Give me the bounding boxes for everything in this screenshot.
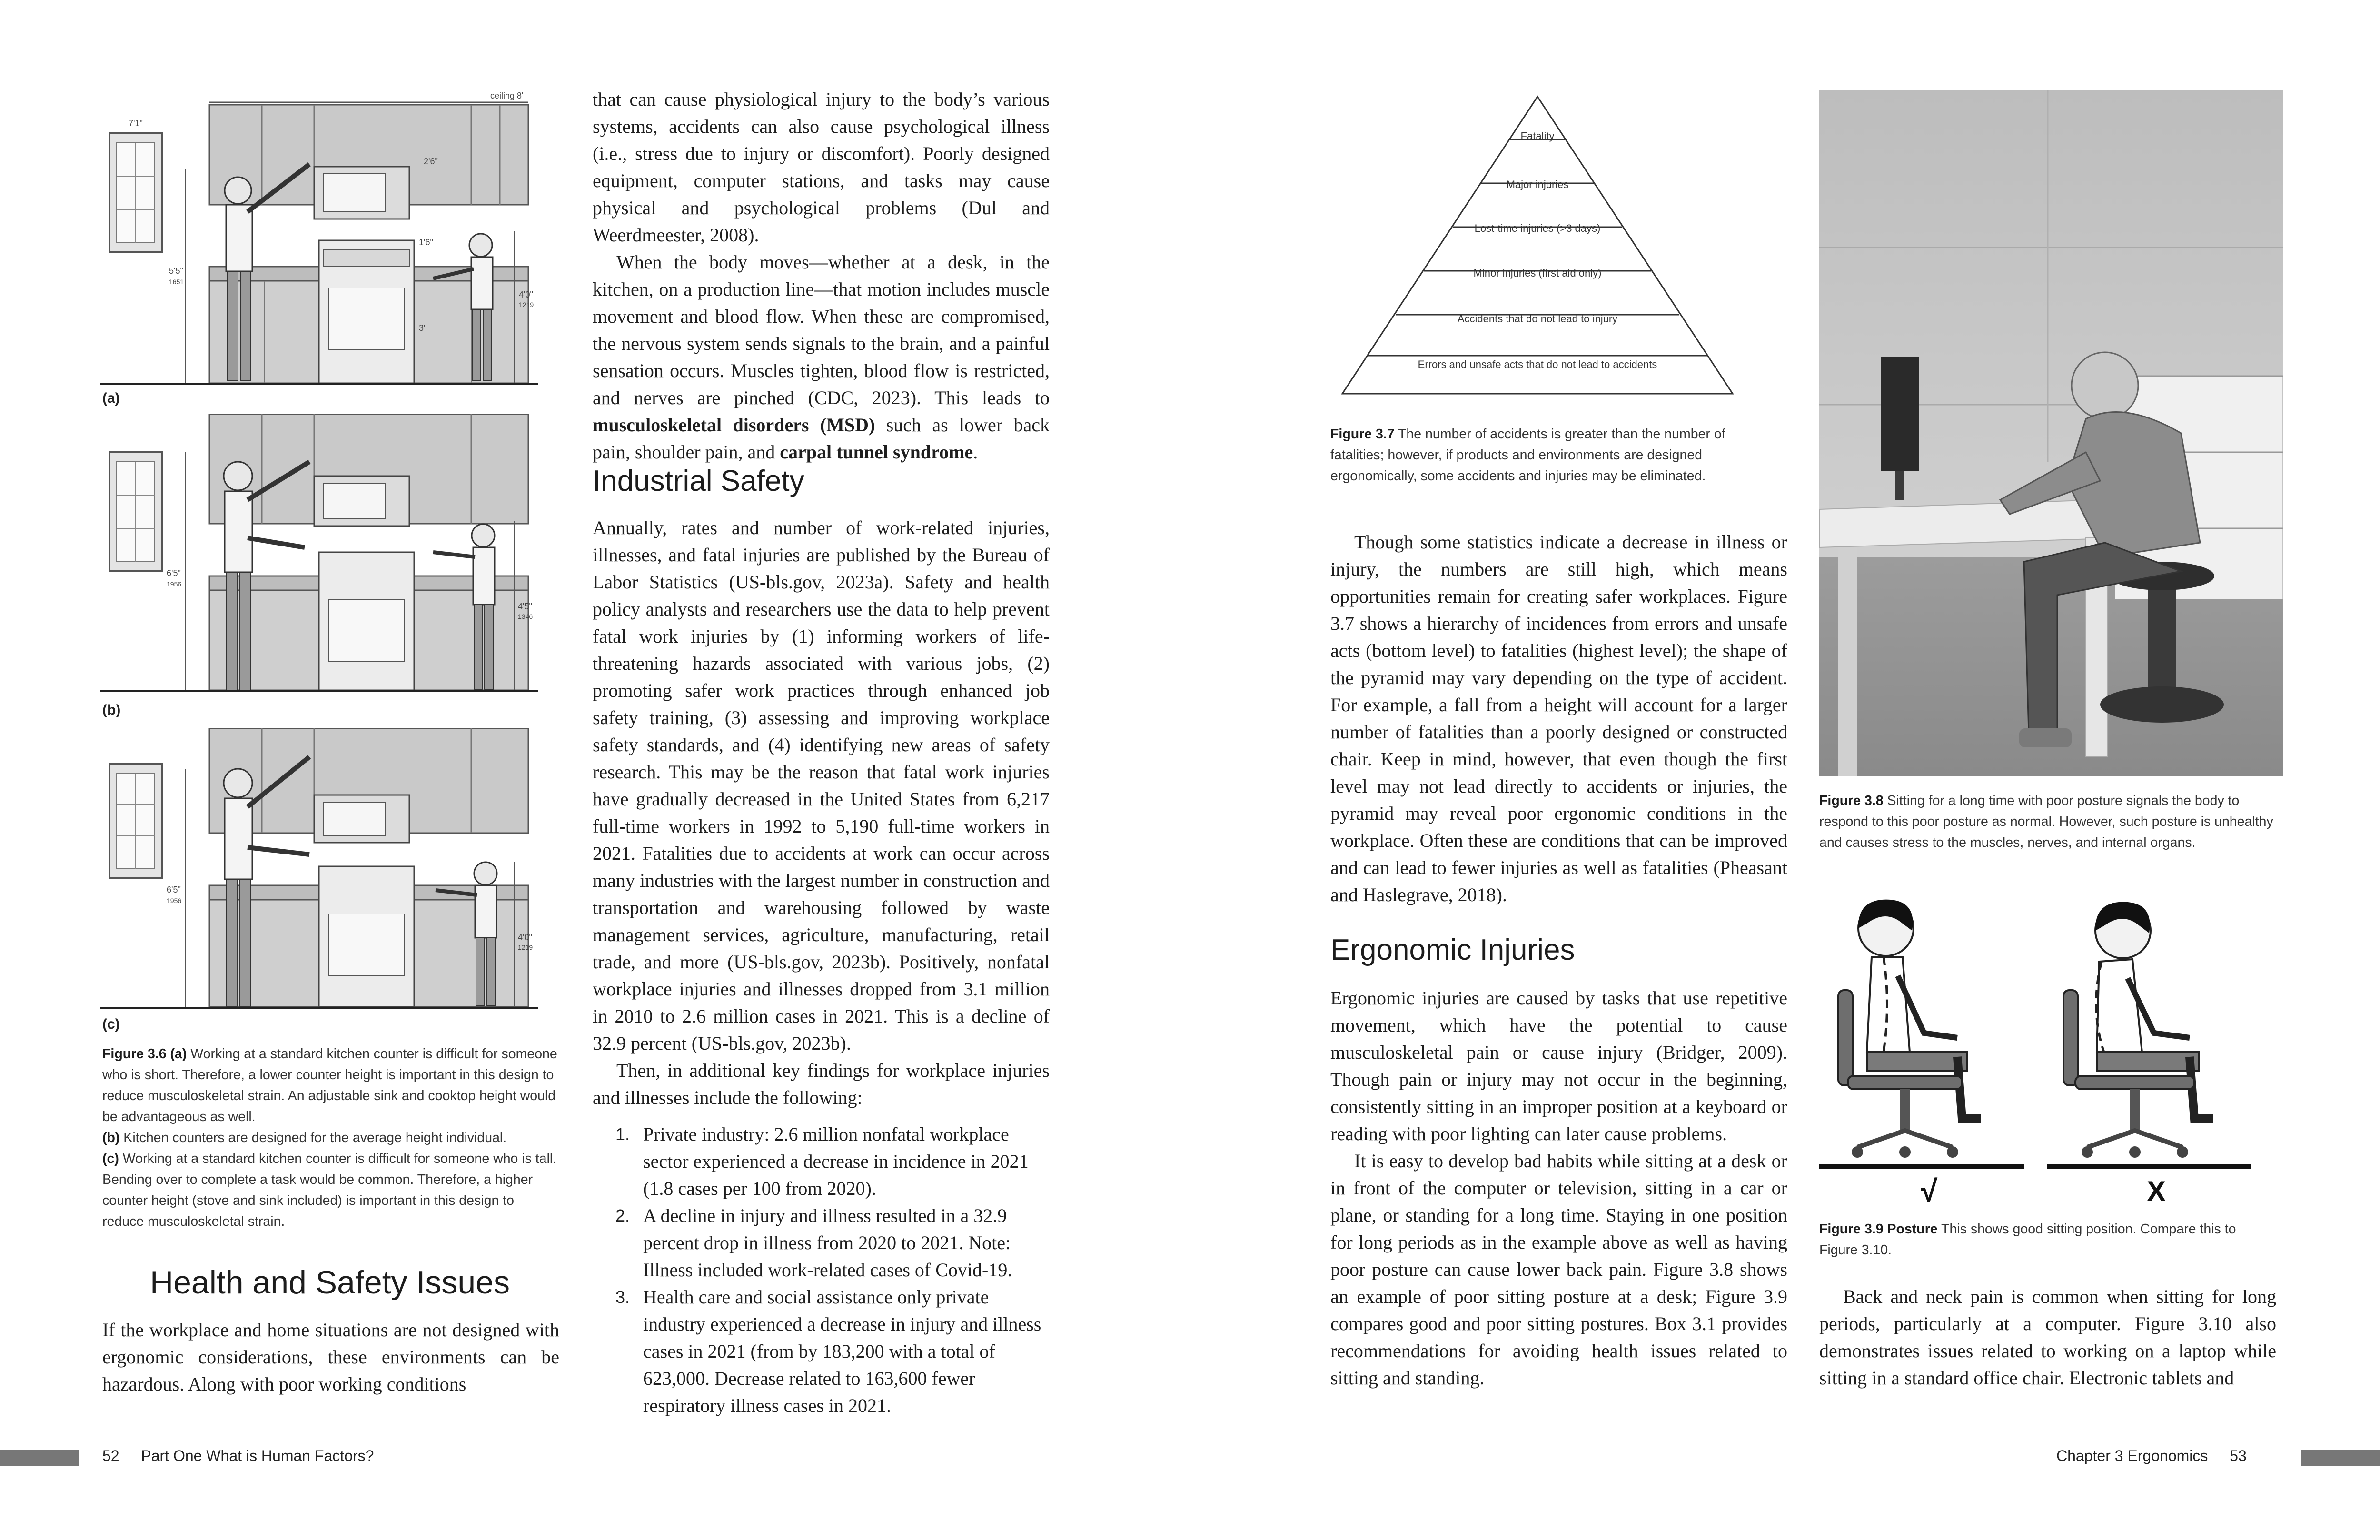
dim-upper: 2'6" [424, 157, 438, 166]
industrial-para2: Then, in additional key findings for workplace injuries and illnesses include the following: [593, 1060, 1050, 1108]
right-col2-back-para [1819, 1283, 2276, 1391]
finding-item [615, 1283, 1050, 1419]
dim-b-child-mm: 1346 [518, 613, 533, 620]
dim-b-child: 4'5" [518, 602, 532, 611]
pyramid-level-fatality: Fatality [1520, 130, 1555, 142]
figure-3-7-caption [1330, 424, 1778, 487]
right-page-number: 53 [2230, 1447, 2247, 1464]
left-footer-bar [0, 1450, 79, 1466]
bad-posture-x-icon: X [2147, 1175, 2166, 1207]
poor-posture-photo [1819, 90, 2283, 776]
dim-adult-mm: 1651 [169, 278, 184, 286]
right-col1-para1 [1330, 528, 1787, 908]
dim-ceiling: ceiling 8' [490, 91, 524, 100]
ergonomic-para1: Ergonomic injuries are caused by tasks that use repetitive movement, which have the potential to cause musculoskeletal pain or cause injury (Bridger, 2009). Though pain or injury may not occur in the beginning, consistently sitting in an improper position at a keyboard or reading with poor lighting can later cause problems. [1330, 987, 1787, 1144]
pyramid-svg [1333, 93, 1742, 402]
figure-3-9-bad-posture [2047, 895, 2251, 1171]
finding-number: 2. [615, 1206, 630, 1225]
caption-c-text: Working at a standard kitchen counter is difficult for someone who is tall. Bending over to complete a task would be common. Therefore, a higher counter height (stove and sink included) is important in this design to reduce musculoskeletal strain. [102, 1151, 557, 1229]
dim-c-child-mm: 1219 [518, 944, 533, 951]
figure-3-8-caption [1819, 790, 2276, 853]
pyramid-level-accidents: Accidents that do not lead to injury [1457, 313, 1618, 325]
figure-3-9-good-posture [1819, 895, 2024, 1171]
caption-b-label: (b) [102, 1130, 120, 1145]
finding-text: A decline in injury and illness resulted in a 32.9 percent drop in illness from 2020 to 2021. Note: Illness included work-related cases of Covid-19. [643, 1205, 1012, 1281]
caption-a-text: Working at a standard kitchen counter is difficult for someone who is short. Therefore, a lower counter height is important in this design to reduce musculoskeletal strain. An adjustable sink and cooktop height would be advantageous as well. [102, 1046, 557, 1124]
ergonomic-para2: It is easy to develop bad habits while sitting at a desk or in front of the computer or television, sitting in a car or plane, or standing for a long time. Staying in one position for long periods as in the example above as well as having poor posture can cause lower back pain. Figure 3.8 shows an example of poor sitting posture at a desk; Figure 3.9 compares good and poor sitting postures. Box 3.1 provides recommendations for avoiding health issues related to sitting and standing. [1330, 1150, 1787, 1389]
panel-label-c: (c) [102, 1016, 120, 1032]
pyramid-level-minor: Minor injuries (first aid only) [1473, 267, 1602, 279]
health-safety-text: If the workplace and home situations are not designed with ergonomic considerations, these environments can be hazardous. Along with poor working conditions [102, 1319, 559, 1395]
finding-text: Health care and social assistance only private industry experienced a decrease in injury and illness cases in 2021 (from by 183,200 with a total of 623,000. Decrease related to 163,600 fewer respiratory illness cases in 2021. [643, 1286, 1041, 1416]
pyramid-level-errors: Errors and unsafe acts that do not lead to accidents [1418, 358, 1657, 370]
term-msd: musculoskeletal disorders (MSD) [593, 414, 875, 436]
kitchen-illustration-a [100, 88, 538, 393]
caption-b-text: Kitchen counters are designed for the average height individual. [119, 1130, 507, 1145]
good-posture-illustration [1819, 895, 2024, 1171]
ergonomic-injuries-heading: Ergonomic Injuries [1330, 934, 1575, 966]
term-carpal-tunnel: carpal tunnel syndrome [780, 441, 973, 463]
figure-3-9-text: This shows good sitting position. Compare this to Figure 3.10. [1819, 1222, 2236, 1258]
figure-3-7-pyramid [1333, 93, 1742, 402]
figure-3-9-caption [1819, 1219, 2276, 1261]
pyramid-level-lost-time: Lost-time injuries (>3 days) [1474, 222, 1601, 234]
findings-list [593, 1121, 1050, 1419]
figure-3-8-label: Figure 3.8 [1819, 793, 1884, 808]
finding-number: 1. [615, 1124, 630, 1144]
left-page-number: 52 [102, 1447, 119, 1464]
dim-c-adult-mm: 1956 [167, 897, 182, 904]
col2-para2-end: . [973, 441, 978, 463]
dim-counter: 3' [419, 323, 426, 333]
finding-item [615, 1121, 1050, 1202]
finding-item [615, 1202, 1050, 1283]
caption-label: Figure 3.6 [102, 1046, 167, 1062]
figure-3-7-label: Figure 3.7 [1330, 427, 1395, 442]
figure-3-6-panel-a [100, 88, 538, 393]
figure-3-6-panel-b [100, 414, 538, 700]
dim-c-child: 4'0" [518, 933, 532, 942]
left-running-head: Part One What is Human Factors? [141, 1447, 374, 1464]
col2-para2-start: When the body moves—whether at a desk, in the kitchen, on a production line—that motion includes muscle movement and blood flow. When these are compromised, the nervous system sends signals to the brain, and a painful sensation occurs. Muscles tighten, blood flow is restricted, and nerves are pinched (CDC, 2023). This leads to [593, 251, 1050, 408]
bad-posture-illustration [2047, 895, 2251, 1171]
industrial-safety-heading: Industrial Safety [593, 465, 804, 497]
ergonomic-injuries-section [1330, 984, 1787, 1391]
finding-number: 3. [615, 1287, 630, 1307]
finding-text: Private industry: 2.6 million nonfatal workplace sector experienced a decrease in incidence in 2021 (1.8 cases per 100 from 2020). [643, 1123, 1029, 1199]
panel-label-b: (b) [102, 702, 121, 718]
dim-child-mm: 1219 [519, 301, 534, 308]
kitchen-illustration-b [100, 414, 538, 700]
right-para1: Though some statistics indicate a decrease in illness or injury, the numbers are still high, which means opportunities remain for creating safer workplaces. Figure 3.7 shows a hierarchy of incidences from errors and unsafe acts (bottom level) to fatalities (highest level); the shape of the pyramid may vary depending on the type of accident. For example, a fall from a height will account for a larger number of fatalities than a poorly designed or constructed chair. Keep in mind, however, that even though the first level may not lead directly to accidents or injuries, the pyramid may reveal poor ergonomic conditions in the workplace. Often these are conditions that can be improved and can lead to fewer injuries as well as fatalities (Pheasant and Haslegrave, 2018). [1330, 531, 1787, 905]
health-safety-paragraph [102, 1316, 559, 1398]
panel-label-a: (a) [102, 390, 120, 406]
left-footer [102, 1447, 374, 1465]
figure-3-7-text: The number of accidents is greater than the number of fatalities; however, if products and environments are designed ergonomically, some accidents and injuries may be eliminated. [1330, 427, 1726, 484]
industrial-safety-section [593, 514, 1050, 1419]
right-footer [2056, 1447, 2247, 1465]
figure-3-9-title: Posture [1883, 1222, 1938, 1237]
dim-c-adult: 6'5" [167, 885, 181, 894]
right-running-head: Chapter 3 Ergonomics [2056, 1447, 2208, 1464]
left-col2-intro [593, 86, 1050, 466]
dim-adult: 5'5" [169, 266, 183, 276]
figure-3-8-photo [1819, 90, 2283, 776]
pyramid-level-major: Major injuries [1506, 179, 1569, 190]
back-neck-paragraph: Back and neck pain is common when sitting for long periods, particularly at a computer. Figure 3.10 also demonstrates issues related to working on a laptop while sitting in a standard office chair. Electronic tablets and [1819, 1286, 2276, 1389]
dim-gap: 1'6" [419, 238, 433, 247]
dim-window: 7'1" [129, 119, 143, 128]
good-posture-check-icon: √ [1921, 1174, 1938, 1208]
dim-b-adult-mm: 1956 [167, 580, 182, 588]
right-footer-bar [2301, 1450, 2380, 1466]
kitchen-illustration-c [100, 728, 538, 1016]
figure-3-9-label: Figure 3.9 [1819, 1222, 1884, 1237]
figure-3-6-panel-c [100, 728, 538, 1016]
col2-para2 [593, 248, 1050, 466]
industrial-para1: Annually, rates and number of work-related injuries, illnesses, and fatal injuries are published by the Bureau of Labor Statistics (US-bls.gov, 2023a). Safety and health policy analysts and researchers use the data to help prevent fatal work injuries by (1) informing workers of life-threatening hazards associated with various jobs, (2) promoting safer work practices through enhanced job safety training, (3) assessing and improving workplace safety standards, and (4) identifying new areas of safety research. This may be the reason that fatal work injuries have gradually decreased in the United States from 6,217 full-time workers in 1992 to 5,190 full-time workers in 2021. Fatalities due to accidents at work can occur across many industries with the largest number in construction and transportation and warehousing followed by waste management services, agriculture, manufacturing, retail trade, and more (US-bls.gov, 2023b). Positively, nonfatal workplace injuries and illnesses dropped from 3.1 million in 2010 to 2.6 million cases in 2021. This is a decline of 32.9 percent (US-bls.gov, 2023b). [593, 517, 1050, 1054]
figure-3-6-caption [102, 1043, 559, 1232]
caption-a-label: (a) [170, 1046, 187, 1062]
col2-para2-mid: such as lower back pain, shoulder pain, and [593, 414, 1050, 463]
figure-3-8-text: Sitting for a long time with poor posture signals the body to respond to this poor posture as normal. However, such posture is unhealthy and causes stress to the muscles, nerves, and internal organs. [1819, 793, 2273, 850]
dim-child: 4'0" [519, 290, 533, 299]
col2-para1: that can cause physiological injury to the body’s various systems, accidents can also cause psychological illness (i.e., stress due to injury or discomfort). Poorly designed equipment, computer stations, and tasks may cause physical and psychological problems (Dul and Weerdmeester, 2008). [593, 89, 1050, 246]
caption-c-label: (c) [102, 1151, 119, 1166]
health-safety-heading: Health and Safety Issues [150, 1264, 510, 1301]
dim-b-adult: 6'5" [167, 568, 181, 578]
